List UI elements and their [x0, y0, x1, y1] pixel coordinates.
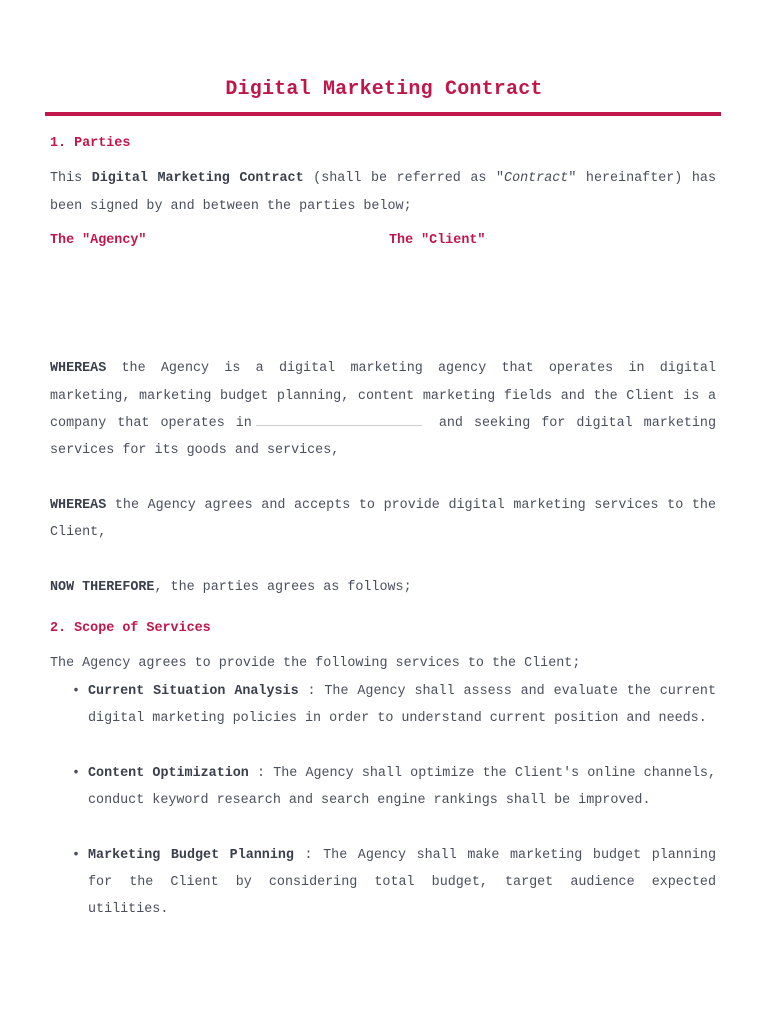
agency-label: The "Agency"	[50, 233, 147, 249]
list-item	[50, 760, 716, 815]
service-description: : The Agency shall make marketing budget planning for the Client by considering total budget, target audience expected utilities.	[88, 847, 716, 918]
intro-text-middle: (shall be referred as "	[303, 171, 505, 187]
spacer	[50, 547, 716, 574]
section-heading-parties: 1. Parties	[50, 136, 131, 151]
whereas1-text-end: and seeking for digital marketing services for its goods and services,	[50, 416, 716, 459]
bullet-icon: •	[72, 683, 81, 699]
intro-contract-name: Digital Marketing Contract	[91, 171, 304, 187]
intro-contract-term: Contract	[504, 171, 569, 187]
document-body	[50, 130, 716, 924]
scope-intro: The Agency agrees to provide the following services to the Client;	[50, 656, 581, 672]
service-description: : The Agency shall optimize the Client's online channels, conduct keyword research and search engine rankings shall be improved.	[88, 765, 716, 809]
service-title: Marketing Budget Planning	[88, 847, 294, 863]
intro-text-start: This	[50, 171, 92, 187]
service-description: : The Agency shall assess and evaluate the current digital marketing policies in order to understand current position and needs.	[88, 683, 716, 727]
document-title: Digital Marketing Contract	[225, 78, 543, 101]
whereas-paragraph-2	[50, 492, 716, 547]
now-therefore-keyword: NOW THEREFORE	[50, 579, 155, 595]
bullet-icon: •	[72, 765, 81, 781]
spacer	[50, 465, 716, 492]
list-item	[50, 842, 716, 924]
whereas-paragraph-1	[50, 355, 716, 465]
now-therefore-text: , the parties agrees as follows;	[154, 579, 412, 595]
client-label: The "Client"	[389, 233, 486, 249]
services-list	[50, 678, 716, 924]
now-therefore-paragraph	[50, 574, 716, 601]
service-title: Current Situation Analysis	[88, 683, 299, 699]
whereas-keyword: WHEREAS	[50, 361, 107, 377]
parties-intro-paragraph	[50, 165, 716, 220]
spacer	[50, 733, 716, 760]
bullet-icon: •	[72, 847, 81, 863]
industry-blank-field[interactable]	[256, 424, 422, 426]
section-heading-scope: 2. Scope of Services	[50, 621, 211, 637]
intro-text-end: " hereinafter) has been signed by and between the parties below;	[50, 171, 716, 214]
whereas2-text: the Agency agrees and accepts to provide digital marketing services to the Client,	[50, 497, 716, 541]
service-title: Content Optimization	[88, 765, 249, 781]
whereas1-text: the Agency is a digital marketing agency that operates in digital marketing, marketing budget planning, content marketing fields and the Client is a company that operates in	[50, 361, 716, 432]
spacer	[50, 815, 716, 842]
whereas-keyword: WHEREAS	[50, 497, 107, 513]
title-divider	[45, 112, 721, 116]
parties-block	[50, 227, 716, 355]
list-item	[50, 678, 716, 733]
